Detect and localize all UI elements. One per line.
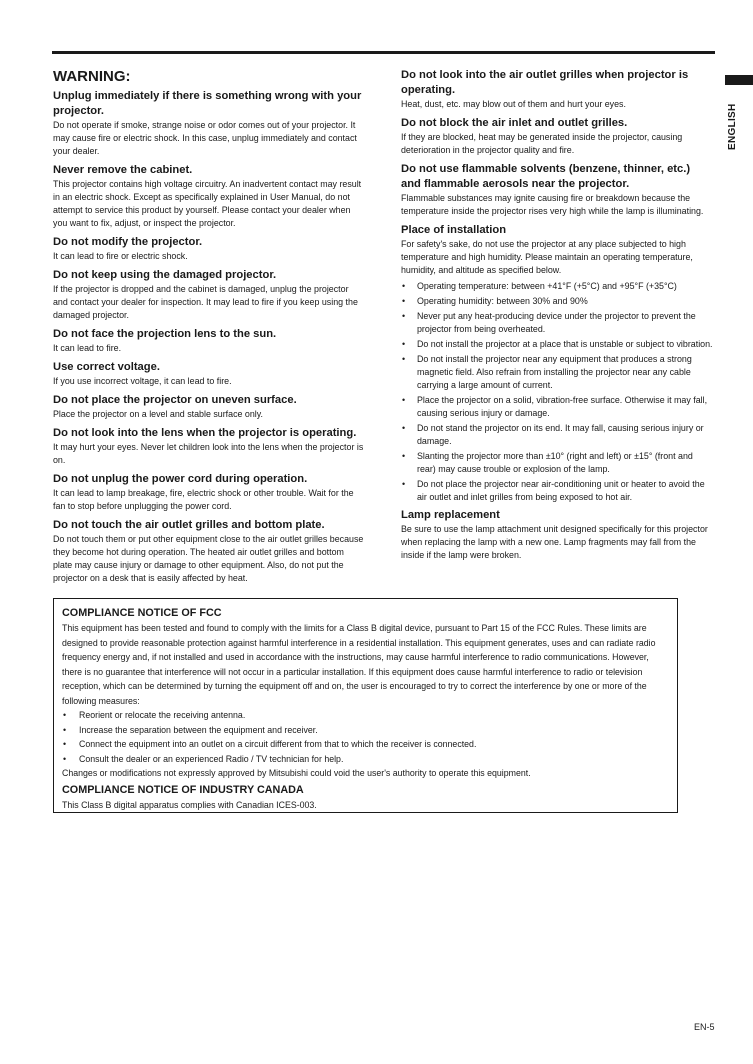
section-heading: Never remove the cabinet. — [53, 164, 193, 176]
list-item: • Increase the separation between the equipment and receiver. — [62, 723, 669, 738]
section-text: Do not touch them or put other equipment close to the air outlet grilles because they become hot during operation. The heated air outlet grilles and bottom plate may cause injury or damage to other equipment. Also, do not put the projector on a desk that is easily affected by heat. — [53, 534, 364, 583]
section-heading: Use correct voltage. — [53, 361, 160, 373]
right-sections — [401, 68, 713, 218]
list-item: • Never put any heat-producing device under the projector to prevent the projector from being overheated. — [401, 310, 713, 336]
section-text: It can lead to fire or electric shock. — [53, 251, 188, 261]
section-text: It can lead to lamp breakage, fire, electric shock or other trouble. Wait for the fan to stop before unplugging the power cord. — [53, 488, 354, 511]
section-text: It can lead to fire. — [53, 343, 122, 353]
list-item: • Operating humidity: between 30% and 90% — [401, 295, 713, 308]
compliance-box — [53, 598, 678, 813]
installation-section — [401, 223, 713, 504]
warning-section — [53, 360, 365, 388]
warning-section — [53, 472, 365, 513]
warning-section — [53, 518, 365, 585]
list-item: • Operating temperature: between +41°F (+5°C) and +95°F (+35°C) — [401, 280, 713, 293]
installation-intro: For safety's sake, do not use the projector at any place subjected to high temperature and high humidity. Please maintain an operating temperature, humidity, and altitude as specified below. — [401, 239, 693, 275]
language-tab-marker — [725, 75, 753, 85]
section-text: Do not operate if smoke, strange noise or odor comes out of your projector. It may cause fire or electric shock. In this case, unplug immediately and contact your dealer. — [53, 120, 357, 156]
top-rule — [52, 51, 715, 54]
list-item: • Do not install the projector at a place that is unstable or subject to vibration. — [401, 338, 713, 351]
warning-section — [53, 426, 365, 467]
list-item: • Do not install the projector near any equipment that produces a strong magnetic field. Also refrain from installing the projector near any cable carrying a large amount of current. — [401, 353, 713, 392]
page-number: EN-5 — [694, 1022, 715, 1032]
list-item: • Place the projector on a solid, vibration-free surface. Otherwise it may fall, causing serious injury or damage. — [401, 394, 713, 420]
section-text: If the projector is dropped and the cabinet is damaged, unplug the projector and contact your dealer for inspection. It may lead to fire if you keep using the damaged projector. — [53, 284, 358, 320]
section-heading: Do not use flammable solvents (benzene, thinner, etc.) and flammable aerosols near the projector. — [401, 163, 691, 190]
list-item: • Slanting the projector more than ±10° (right and left) or ±15° (front and rear) may cause trouble or explosion of the lamp. — [401, 450, 713, 476]
fcc-text: This equipment has been tested and found to comply with the limits for a Class B digital device, pursuant to Part 15 of the FCC Rules. These limits are designed to provide reasonable protection against harmful interference in a residential installation. This equipment generates, uses and can radiate radio frequency energy and, if not installed and used in accordance with the instructions, may cause harmful interference to radio communications. However, there is no guarantee that interference will not occur in a particular installation. If this equipment does cause harmful interference to radio or television reception, which can be determined by turning the equipment off and on, the user is encouraged to try to correct the interference by one or more of the following measures: — [62, 623, 656, 706]
installation-heading: Place of installation — [401, 224, 507, 236]
list-item: • Do not stand the projector on its end. It may fall, causing serious injury or damage. — [401, 422, 713, 448]
fcc-heading: COMPLIANCE NOTICE OF FCC — [62, 607, 222, 619]
section-heading: Unplug immediately if there is something wrong with your projector. — [53, 90, 362, 117]
warning-section — [401, 68, 713, 111]
section-text: This projector contains high voltage circuitry. An inadvertent contact may result in an electric shock. Except as specifically explained in User Manual, do not attempt to service this product by yourself. Please contact your dealer when you want to fix, adjust, or inspect the projector. — [53, 179, 362, 228]
section-heading: Do not face the projection lens to the sun. — [53, 328, 277, 340]
section-heading: Do not look into the air outlet grilles when projector is operating. — [401, 69, 689, 96]
warning-title: WARNING: — [53, 68, 131, 85]
lamp-section — [401, 508, 713, 562]
list-item: • Consult the dealer or an experienced Radio / TV technician for help. — [62, 752, 669, 767]
warning-section — [401, 162, 713, 218]
warning-section — [401, 116, 713, 157]
section-heading: Do not touch the air outlet grilles and bottom plate. — [53, 519, 325, 531]
left-column — [53, 68, 365, 590]
fcc-measures-list — [62, 708, 669, 766]
section-text: If they are blocked, heat may be generated inside the projector, causing deterioration in the projector quality and fire. — [401, 132, 683, 155]
warning-section — [53, 89, 365, 158]
lamp-text: Be sure to use the lamp attachment unit designed specifically for this projector when replacing the lamp with a new one. Lamp fragments may fall from the inside if the lamp were broken. — [401, 524, 708, 560]
warning-section — [53, 163, 365, 230]
warning-section — [53, 268, 365, 322]
lamp-heading: Lamp replacement — [401, 509, 500, 521]
canada-heading: COMPLIANCE NOTICE OF INDUSTRY CANADA — [62, 783, 304, 796]
section-heading: Do not block the air inlet and outlet grilles. — [401, 117, 628, 129]
section-text: Place the projector on a level and stable surface only. — [53, 409, 264, 419]
section-text: Heat, dust, etc. may blow out of them and hurt your eyes. — [401, 99, 626, 109]
language-side-label: ENGLISH — [727, 103, 738, 150]
fcc-footer: Changes or modifications not expressly approved by Mitsubishi could void the user's authority to operate this equipment. — [62, 768, 531, 778]
canada-text: This Class B digital apparatus complies with Canadian ICES-003. — [62, 799, 317, 810]
right-column — [401, 68, 713, 567]
section-heading: Do not keep using the damaged projector. — [53, 269, 277, 281]
section-text: It may hurt your eyes. Never let children look into the lens when the projector is on. — [53, 442, 364, 465]
list-item: • Connect the equipment into an outlet on a circuit different from that to which the receiver is connected. — [62, 737, 669, 752]
warning-section — [53, 393, 365, 421]
section-heading: Do not unplug the power cord during operation. — [53, 473, 308, 485]
section-text: Flammable substances may ignite causing fire or breakdown because the temperature inside the projector rises very high while the lamp is illuminating. — [401, 193, 704, 216]
list-item: • Reorient or relocate the receiving antenna. — [62, 708, 669, 723]
left-sections — [53, 89, 365, 585]
section-heading: Do not look into the lens when the projector is operating. — [53, 427, 357, 439]
section-heading: Do not modify the projector. — [53, 236, 203, 248]
section-text: If you use incorrect voltage, it can lead to fire. — [53, 376, 232, 386]
warning-section — [53, 235, 365, 263]
list-item: • Do not place the projector near air-conditioning unit or heater to avoid the air outlet and inlet grilles from being exposed to hot air. — [401, 478, 713, 504]
warning-section — [53, 327, 365, 355]
installation-list — [401, 280, 713, 504]
section-heading: Do not place the projector on uneven surface. — [53, 394, 297, 406]
